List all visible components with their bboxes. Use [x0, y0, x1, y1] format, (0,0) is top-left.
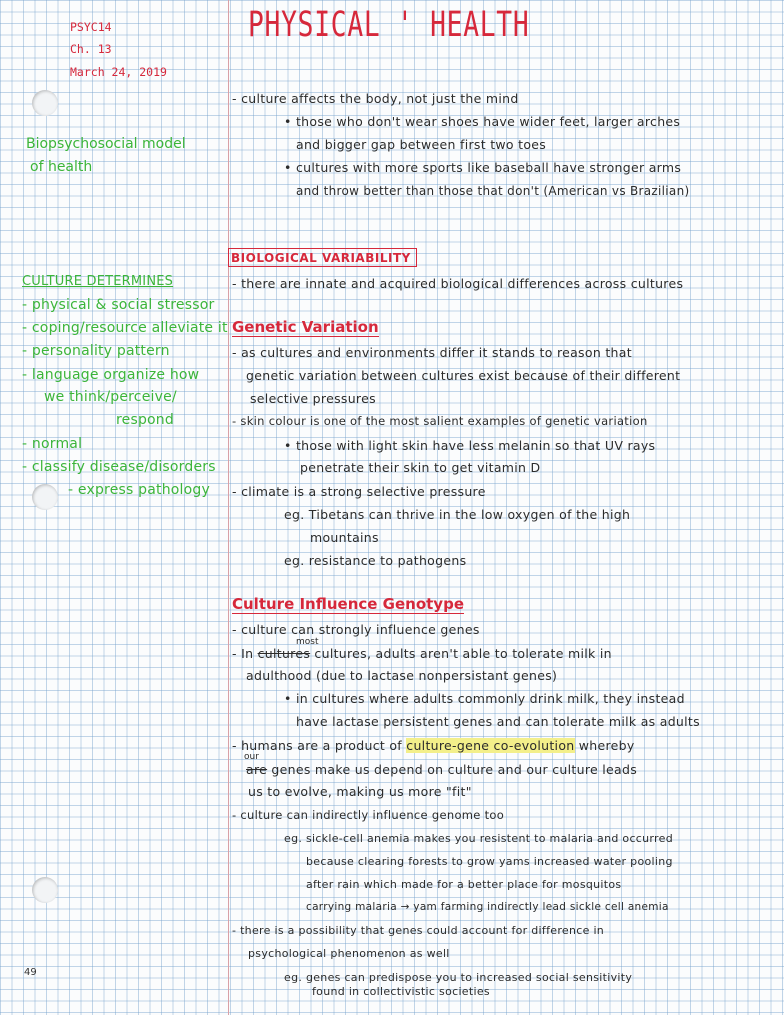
sidebar-model-heading-1: Biopsychosocial model [26, 136, 186, 152]
note-line: carrying malaria → yam farming indirectly lead sickle cell anemia [306, 901, 669, 913]
margin-line [228, 0, 229, 1015]
note-line: genetic variation between cultures exist because of their different [246, 368, 681, 383]
sidebar-item: - personality pattern [22, 343, 170, 359]
note-line: - there is a possibility that genes could account for difference in [232, 924, 605, 937]
note-line: because clearing forests to grow yams increased water pooling [306, 855, 673, 868]
struck-word: cultures [257, 646, 311, 661]
note-line: - culture can strongly influence genes [232, 622, 480, 637]
note-line: • cultures with more sports like baseball have stronger arms [284, 160, 682, 175]
note-line: us to evolve, making us more "fit" [248, 784, 472, 799]
note-line: - culture can indirectly influence genome too [232, 808, 505, 822]
note-line: after rain which made for a better place for mosquitos [306, 878, 622, 891]
sidebar-item: - classify disease/disorders [22, 459, 216, 475]
binder-hole-bottom [32, 877, 58, 903]
note-line: and throw better than those that don't (American vs Brazilian) [296, 184, 690, 198]
chapter: Ch. 13 [70, 42, 112, 56]
note-line: • in cultures where adults commonly drink milk, they instead [284, 691, 685, 706]
biological-variability-heading: BIOLOGICAL VARIABILITY [228, 248, 417, 267]
insertion-most: most [296, 637, 319, 647]
note-line: adulthood (due to lactase nonpersistant genes) [246, 668, 558, 683]
page-number: 49 [24, 967, 37, 978]
note-line: - climate is a strong selective pressure [232, 484, 486, 499]
note-text: - In [232, 646, 254, 661]
note-line: - skin colour is one of the most salient examples of genetic variation [232, 414, 648, 428]
note-line: and bigger gap between first two toes [296, 137, 547, 152]
note-line: selective pressures [250, 391, 376, 406]
sidebar-item: - language organize how [22, 367, 200, 383]
struck-word: are [246, 762, 268, 777]
page-title: PHYSICAL ' HEALTH [248, 5, 530, 45]
sidebar-item: respond [116, 412, 174, 428]
note-line: eg. genes can predispose you to increased social sensitivity [284, 971, 633, 984]
note-text: whereby [578, 738, 635, 753]
note-text: - humans are a product of [232, 738, 402, 753]
note-line: - as cultures and environments differ it stands to reason that [232, 345, 632, 360]
binder-hole-top [32, 90, 58, 116]
date: March 24, 2019 [70, 65, 167, 79]
note-line: found in collectivistic societies [312, 985, 490, 998]
sidebar-item: - physical & social stressor [22, 297, 215, 313]
course-code: PSYC14 [70, 20, 112, 34]
note-line: mountains [310, 530, 379, 545]
highlighted-term: culture-gene co-evolution [406, 738, 575, 753]
note-line: psychological phenomenon as well [248, 947, 450, 960]
note-line [232, 740, 635, 753]
sidebar-item: - normal [22, 436, 83, 452]
sidebar-culture-determines: CULTURE DETERMINES [22, 274, 174, 289]
note-line: eg. sickle-cell anemia makes you resistent to malaria and occurred [284, 832, 673, 845]
note-line [232, 648, 612, 661]
binder-hole-middle [32, 484, 58, 510]
note-text: genes make us depend on culture and our culture leads [271, 762, 638, 777]
insertion-our: our [244, 752, 259, 762]
note-line: have lactase persistent genes and can tolerate milk as adults [296, 714, 700, 729]
genetic-variation-heading: Genetic Variation [232, 318, 379, 336]
sidebar-item: - express pathology [68, 482, 210, 498]
note-line [246, 764, 637, 777]
sidebar-item: - coping/resource alleviate it [22, 320, 228, 336]
note-text: cultures, adults aren't able to tolerate milk in [314, 646, 612, 661]
note-line: penetrate their skin to get vitamin D [300, 460, 541, 475]
note-line: • those who don't wear shoes have wider feet, larger arches [284, 114, 681, 129]
culture-influence-heading: Culture Influence Genotype [232, 595, 464, 613]
sidebar-model-heading-2: of health [30, 159, 93, 175]
note-line: - culture affects the body, not just the mind [232, 91, 519, 106]
sidebar-item: we think/perceive/ [44, 389, 177, 405]
note-line: eg. resistance to pathogens [284, 553, 467, 568]
note-line: - there are innate and acquired biological differences across cultures [232, 276, 684, 291]
note-line: • those with light skin have less melanin so that UV rays [284, 438, 656, 453]
note-line: eg. Tibetans can thrive in the low oxygen of the high [284, 507, 631, 522]
